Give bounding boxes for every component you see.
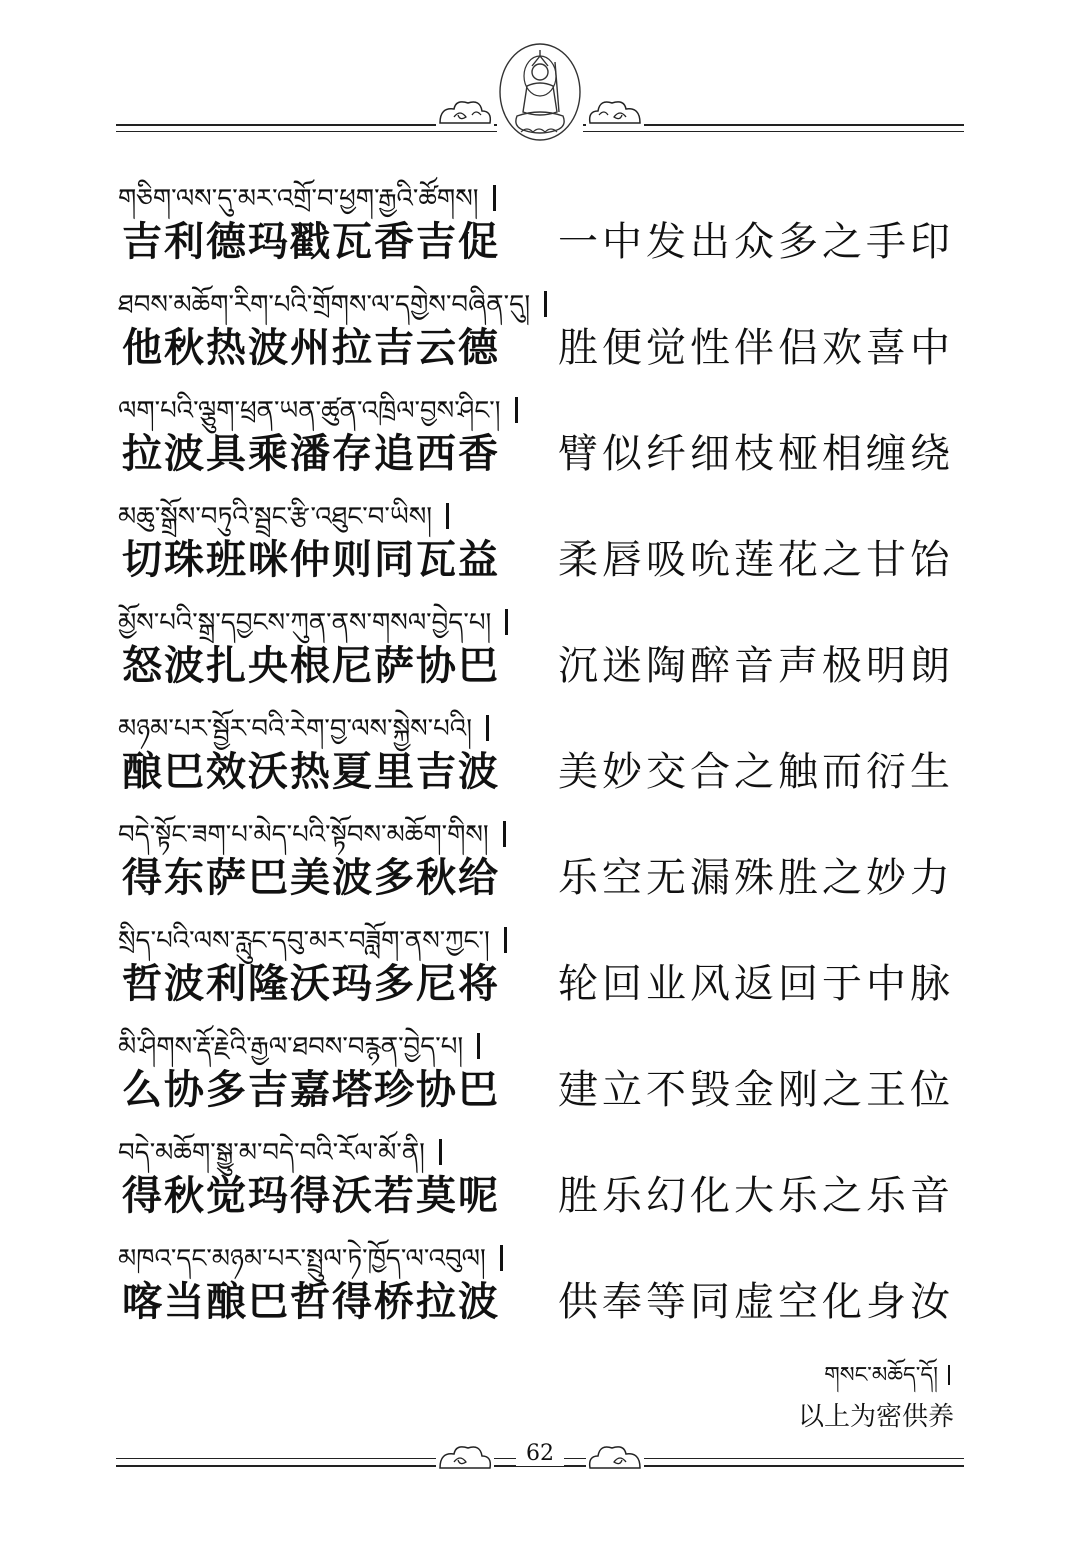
transliteration-line: 怒波扎央根尼萨协巴	[122, 643, 500, 689]
verse-3	[118, 382, 964, 488]
verse-9	[118, 1018, 964, 1124]
tibetan-line: བདེ་སྟོང་ཟག་པ་མེད་པའི་སྟོབས་མཆོག་གིས།	[118, 806, 506, 842]
verse-8	[118, 912, 964, 1018]
verse-10	[118, 1124, 964, 1230]
transliteration-line: 他秋热波州拉吉云德	[122, 325, 500, 371]
meaning-line: 臂似纤细枝桠相缠绕	[558, 431, 954, 477]
tibetan-line: ལག་པའི་ལྕུག་ཕྲན་ཡན་ཚུན་འཁྲིལ་བྱས་ཤིང་།	[118, 382, 518, 418]
padmasambhava-figure-icon	[497, 42, 583, 142]
verse-2	[118, 276, 964, 382]
tibetan-line: མྱོས་པའི་སྒྲ་དབྱངས་ཀུན་ནས་གསལ་བྱེད་པ།	[118, 594, 508, 630]
shad-mark	[505, 609, 508, 635]
shad-mark	[439, 1139, 442, 1165]
tibetan-line: མཁའ་དང་མཉམ་པར་སྤྲུལ་ཏེ་ཁྱོད་ལ་འབུལ།	[118, 1230, 503, 1266]
transliteration-line: 哲波利隆沃玛多尼将	[122, 961, 500, 1007]
transliteration-line: 酿巴效沃热夏里吉波	[122, 749, 500, 795]
verse-5	[118, 594, 964, 700]
verse-4	[118, 488, 964, 594]
left-cloud-ornament-icon	[436, 97, 494, 127]
page-number: 62	[0, 1441, 1080, 1466]
right-cloud-ornament-icon	[586, 97, 644, 127]
shad-mark	[500, 1245, 503, 1271]
closing-tibetan: གསང་མཆོད་དོ།	[824, 1350, 950, 1412]
meaning-line: 一中发出众多之手印	[558, 219, 954, 265]
tibetan-line: མཆུ་སྒྲོས་བཏུའི་སྦྲང་རྩི་འཐུང་བ་ཡིས།	[118, 488, 449, 524]
shad-mark	[486, 715, 489, 741]
transliteration-line: 拉波具乘潘存追西香	[122, 431, 500, 477]
meaning-line: 柔唇吸吮莲花之甘饴	[558, 537, 954, 583]
transliteration-line: 切珠班咪仲则同瓦益	[122, 537, 500, 583]
transliteration-line: 吉利德玛戳瓦香吉促	[122, 219, 500, 265]
meaning-line: 胜便觉性伴侣欢喜中	[558, 325, 954, 371]
tibetan-line: ཐབས་མཆོག་རིག་པའི་གྲོགས་ལ་དགྱེས་བཞིན་དུ།	[118, 276, 547, 312]
meaning-line: 轮回业风返回于中脉	[558, 961, 954, 1007]
verse-6	[118, 700, 964, 806]
tibetan-line: མཉམ་པར་སྦྱོར་བའི་རེག་བྱ་ལས་སྐྱེས་པའི།	[118, 700, 489, 736]
meaning-line: 供奉等同虚空化身汝	[558, 1279, 954, 1325]
shad-mark	[477, 1033, 480, 1059]
transliteration-line: 得秋觉玛得沃若莫呢	[122, 1173, 500, 1219]
transliteration-line: 喀当酿巴哲得桥拉波	[122, 1279, 500, 1325]
tibetan-line: བདེ་མཆོག་སྒྱུ་མ་བདེ་བའི་རོལ་མོ་ནི།	[118, 1124, 442, 1160]
meaning-line: 胜乐幻化大乐之乐音	[558, 1173, 954, 1219]
transliteration-line: 么协多吉嘉塔珍协巴	[122, 1067, 500, 1113]
shad-mark	[948, 1365, 950, 1385]
tibetan-line: སྲིད་པའི་ལས་རླུང་དབུ་མར་བཟློག་ནས་ཀྱང་།	[118, 912, 507, 948]
verse-1	[118, 170, 964, 276]
shad-mark	[503, 821, 506, 847]
shad-mark	[446, 503, 449, 529]
meaning-line: 沉迷陶醉音声极明朗	[558, 643, 954, 689]
shad-mark	[544, 291, 547, 317]
tibetan-line: མི་ཤིགས་རྡོ་རྗེའི་རྒྱལ་ཐབས་བརྙན་བྱེད་པ།	[118, 1018, 480, 1054]
shad-mark	[493, 185, 496, 211]
verse-11	[118, 1230, 964, 1336]
tibetan-line: གཅིག་ལས་དུ་མར་འགྲོ་བ་ཕྱག་རྒྱའི་ཚོགས།	[118, 170, 496, 206]
transliteration-line: 得东萨巴美波多秋给	[122, 855, 500, 901]
shad-mark	[515, 397, 518, 423]
verse-list	[118, 170, 964, 1336]
closing-chinese: 以上为密供养	[797, 1402, 954, 1432]
meaning-line: 美妙交合之触而衍生	[558, 749, 954, 795]
shad-mark	[504, 927, 507, 953]
verse-7	[118, 806, 964, 912]
meaning-line: 建立不毁金刚之王位	[558, 1067, 954, 1113]
meaning-line: 乐空无漏殊胜之妙力	[558, 855, 954, 901]
